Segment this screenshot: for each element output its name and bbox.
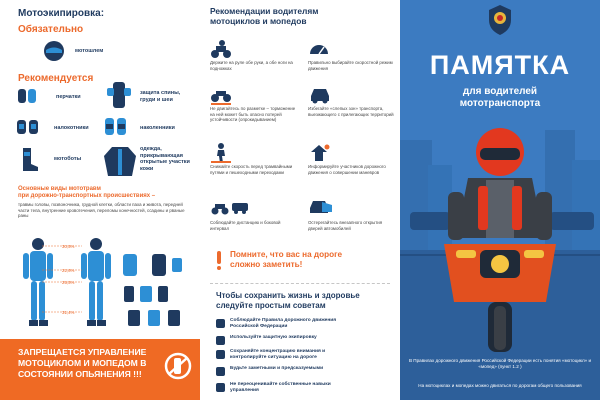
check-icon: [216, 383, 225, 392]
recommendation-text: Снижайте скорость перед трамвайными путями и пешеходными переходами: [210, 164, 293, 175]
gloves-label: перчатки: [56, 94, 81, 100]
check-icon: [216, 319, 225, 328]
back-protector-icon: [104, 80, 134, 110]
no-alcohol-icon: [164, 352, 192, 380]
recommendation-text: Избегайте «слепых зон» транспорта, выезжающего с прилегающих территорий: [308, 106, 394, 117]
police-emblem-icon: [487, 4, 513, 36]
injuries-heading: Основные виды мототравм при дорожно-транспортных происшествиях –: [18, 186, 156, 199]
cover-panel: [400, 0, 600, 400]
elbow-pads-icon: [16, 117, 40, 137]
percent-label: 25,5%: [62, 280, 75, 285]
drunk-driving-text: ЗАПРЕЩАЕТСЯ УПРАВЛЕНИЕ МОТОЦИКЛОМ И МОПЕДОМ В СОСТОЯНИИ ОПЬЯНЕНИЯ !!!: [18, 347, 147, 379]
visibility-warning: Помните, что вас на дороге сложно заметить!: [230, 250, 343, 269]
memo-footnote: В Правилах дорожного движения Российской Федерации есть понятия «мотоцикл» и «мопед» (пункт 1.2 ): [408, 358, 592, 369]
check-icon: [216, 336, 225, 345]
tip-item: [216, 381, 396, 399]
recommendation-text: Информируйте участников дорожного движения о совершении маневров: [308, 164, 386, 175]
recommended-heading: Рекомендуется: [18, 73, 94, 84]
back-protector-label: защита спины, груди и шеи: [140, 90, 181, 103]
boots-icon: [20, 146, 40, 172]
elbow-pads-label: налокотники: [54, 125, 89, 131]
tips-title: Чтобы сохранить жизнь и здоровье следуйте простым советам: [216, 291, 360, 310]
tip-text: Не переоценивайте собственные навыки управления: [230, 382, 331, 393]
car-icon: [308, 84, 332, 106]
memo-subtitle: для водителей мототранспорта: [459, 86, 541, 109]
recommendations-panel: [200, 0, 400, 400]
percent-label: 22,6%: [62, 268, 75, 273]
mandatory-heading: Обязательно: [18, 24, 84, 35]
turn-signal-icon: [308, 142, 330, 164]
recommendation-text: Не двигайтесь по разметке – торможение на ней может быть опасно потерей устойчивости (опрокидыванием): [210, 106, 296, 123]
motorcyclist-illustration: [442, 126, 558, 352]
injuries-text: травмы головы, позвоночника, грудной клетки, области паха и живота, передней части тела, внутренние кровотечения, переломы конечностей, ссадины и рваные раны: [18, 202, 185, 219]
tip-text: Будьте заметными и предсказуемыми: [230, 366, 324, 371]
rider-figures-illustration: [12, 234, 197, 336]
check-icon: [216, 367, 225, 376]
tip-text: Сохраняйте концентрацию внимания и контролируйте ситуацию на дороге: [230, 349, 326, 360]
equipment-title: Мотоэкипировка:: [18, 8, 105, 19]
helmet-label: мотошлем: [75, 48, 104, 54]
tip-item: [216, 317, 396, 335]
percent-label: 30,5%: [62, 244, 75, 249]
equipment-panel: [0, 0, 200, 400]
road-marking-icon: [210, 84, 232, 106]
boots-label: мотоботы: [54, 156, 82, 162]
jacket-icon: [103, 144, 137, 178]
knee-pads-icon: [104, 116, 128, 138]
tip-item: [216, 348, 396, 366]
recommendation-text: Соблюдайте дистанцию и боковой интервал: [210, 220, 281, 231]
recommendation-text: Правильно выбирайте скоростной режим движения: [308, 60, 393, 71]
recommendation-text: Держите на руле обе руки, а обе ноги на подножках: [210, 60, 293, 71]
section-divider: [210, 283, 390, 284]
pedestrian-crossing-icon: [210, 142, 232, 164]
tip-text: Используйте защитную экипировку: [230, 335, 317, 340]
percent-label: 31,4%: [62, 310, 75, 315]
memo-title: ПАМЯТКА: [429, 50, 571, 80]
gloves-icon: [16, 86, 38, 106]
recommendations-title: Рекомендации водителям мотоциклов и мопедов: [210, 6, 319, 26]
clothing-label: одежда, прикрывающая открытые участки кожи: [140, 146, 190, 172]
check-icon: [216, 350, 225, 359]
recommendation-text: Остерегайтесь внезапного открытия дверей автомобилей: [308, 220, 383, 231]
speedometer-icon: [308, 38, 330, 60]
memo-footnote: На мотоциклах и мопедах можно двигаться по дорогам общего пользования: [418, 383, 582, 388]
helmet-icon: [42, 38, 66, 62]
warning-icon: [212, 250, 226, 270]
tip-text: Соблюдайте Правила дорожного движения Российской Федерации: [230, 318, 337, 329]
motorcycle-rider-icon: [210, 38, 232, 60]
distance-icon: [210, 196, 250, 216]
car-door-icon: [308, 196, 334, 218]
knee-pads-label: наколенники: [140, 125, 175, 131]
